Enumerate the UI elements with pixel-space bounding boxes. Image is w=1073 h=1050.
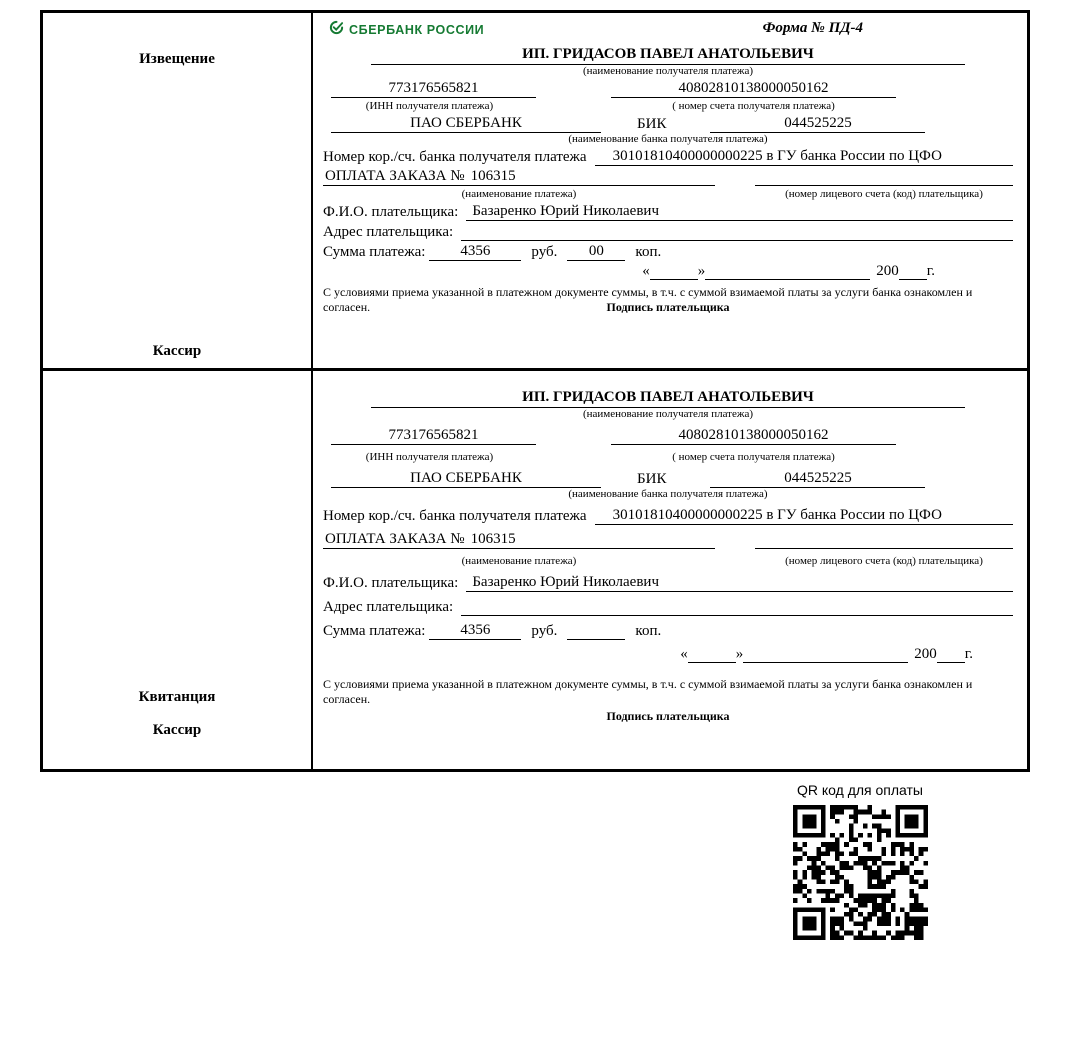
- payee-account: 40802810138000050162: [611, 427, 896, 445]
- order-number: 106315: [470, 168, 516, 184]
- corr-account-value: 30101810400000000225 в ГУ банка России по ЦФО: [595, 507, 1013, 525]
- quote-close: »: [735, 646, 744, 662]
- bank-logo-text: СБЕРБАНК РОССИИ: [349, 23, 485, 37]
- amount-rub: 4356: [429, 243, 521, 261]
- receipt-label: Квитанция: [138, 689, 216, 705]
- amount-kop: 00: [567, 243, 625, 261]
- payee-account: 40802810138000050162: [611, 80, 896, 98]
- purpose-label: ОПЛАТА ЗАКАЗА №: [325, 168, 465, 184]
- terms-text: С условиями приема указанной в платежном документе суммы, в т.ч. с суммой взимаемой платы за услуги банка ознакомлен и согласен.: [323, 677, 973, 706]
- amount-rub: 4356: [429, 622, 521, 640]
- quote-open: «: [642, 263, 650, 279]
- payee-caption: (наименование получателя платежа): [582, 408, 754, 420]
- year-suffix: г.: [964, 646, 973, 662]
- cashier-label: Кассир: [152, 722, 202, 738]
- amount-kop-empty: [567, 639, 625, 640]
- bik-value: 044525225: [710, 470, 925, 488]
- bank-caption: (наименование банка получателя платежа): [568, 133, 768, 145]
- payee-name: ИП. ГРИДАСОВ ПАВЕЛ АНАТОЛЬЕВИЧ: [371, 46, 964, 65]
- bank-name: ПАО СБЕРБАНК: [331, 470, 601, 488]
- payee-inn: 773176565821: [331, 427, 536, 445]
- purpose-label: ОПЛАТА ЗАКАЗА №: [325, 531, 465, 547]
- receipt-side-column: [43, 371, 313, 769]
- payer-signature-label: Подпись плательщика: [606, 300, 730, 314]
- inn-caption: (ИНН получателя платежа): [365, 451, 494, 463]
- bik-label: БИК: [637, 471, 667, 487]
- notice-label: Извещение: [139, 51, 215, 67]
- order-number: 106315: [470, 531, 516, 547]
- payer-address-label: Адрес плательщика:: [323, 224, 454, 240]
- qr-caption: QR код для оплаты: [796, 782, 923, 798]
- personal-account-line: [755, 531, 1013, 549]
- payer-name-label: Ф.И.О. плательщика:: [323, 204, 459, 220]
- personal-account-line: [755, 168, 1013, 186]
- rub-label: руб.: [531, 244, 558, 260]
- corr-account-label: Номер кор./сч. банка получателя платежа: [323, 149, 587, 165]
- year-prefix: 200: [914, 646, 937, 662]
- sberbank-logo: [323, 20, 484, 40]
- corr-account-label: Номер кор./сч. банка получателя платежа: [323, 508, 587, 524]
- payer-name-label: Ф.И.О. плательщика:: [323, 575, 459, 591]
- receipt-section: [43, 371, 1027, 769]
- bank-name: ПАО СБЕРБАНК: [331, 115, 601, 133]
- payer-address-label: Адрес плательщика:: [323, 599, 454, 615]
- account-caption: ( номер счета получателя платежа): [672, 100, 835, 112]
- notice-section: [43, 13, 1027, 371]
- purpose-caption: (наименование платежа): [461, 188, 577, 200]
- bik-value: 044525225: [710, 115, 925, 133]
- quote-open: «: [680, 646, 688, 662]
- year-prefix: 200: [876, 263, 899, 279]
- amount-label: Сумма платежа:: [323, 623, 426, 639]
- cashier-label: Кассир: [152, 343, 202, 359]
- quote-close: »: [697, 263, 706, 279]
- account-caption: ( номер счета получателя платежа): [672, 451, 835, 463]
- purpose-caption: (наименование платежа): [461, 555, 577, 567]
- terms-text: С условиями приема указанной в платежном документе суммы, в т.ч. с суммой взимаемой платы за услуги банка ознакомлен и согласен.: [323, 285, 973, 314]
- date-line: [323, 263, 1013, 280]
- payment-purpose: [323, 168, 715, 186]
- kop-label: коп.: [635, 244, 662, 260]
- amount-label: Сумма платежа:: [323, 244, 426, 260]
- corr-account-value: 30101810400000000225 в ГУ банка России по ЦФО: [595, 148, 1013, 166]
- year-suffix: г.: [926, 263, 935, 279]
- date-line: [323, 646, 1013, 663]
- payee-inn: 773176565821: [331, 80, 536, 98]
- payer-address-line: [461, 223, 1013, 241]
- notice-content: [313, 13, 1027, 368]
- qr-block: [770, 782, 950, 945]
- kop-label: коп.: [635, 623, 662, 639]
- payer-name: Базаренко Юрий Николаевич: [466, 203, 1013, 221]
- payment-purpose: [323, 531, 715, 549]
- notice-side-column: [43, 13, 313, 368]
- payer-address-line: [461, 598, 1013, 616]
- rub-label: руб.: [531, 623, 558, 639]
- inn-caption: (ИНН получателя платежа): [365, 100, 494, 112]
- personal-account-caption: (номер лицевого счета (код) плательщика): [785, 188, 983, 200]
- payee-name: ИП. ГРИДАСОВ ПАВЕЛ АНАТОЛЬЕВИЧ: [371, 389, 964, 408]
- payee-caption: (наименование получателя платежа): [582, 65, 754, 77]
- form-number: Форма № ПД-4: [762, 20, 863, 36]
- payer-signature-label: Подпись плательщика: [606, 709, 730, 723]
- payment-form-pd4: [40, 10, 1030, 772]
- bik-label: БИК: [637, 116, 667, 132]
- receipt-content: [313, 371, 1027, 769]
- personal-account-caption: (номер лицевого счета (код) плательщика): [785, 555, 983, 567]
- bank-caption: (наименование банка получателя платежа): [568, 488, 768, 500]
- payer-name: Базаренко Юрий Николаевич: [466, 574, 1013, 592]
- qr-code-image: [793, 805, 928, 940]
- sberbank-logo-icon: [329, 20, 344, 40]
